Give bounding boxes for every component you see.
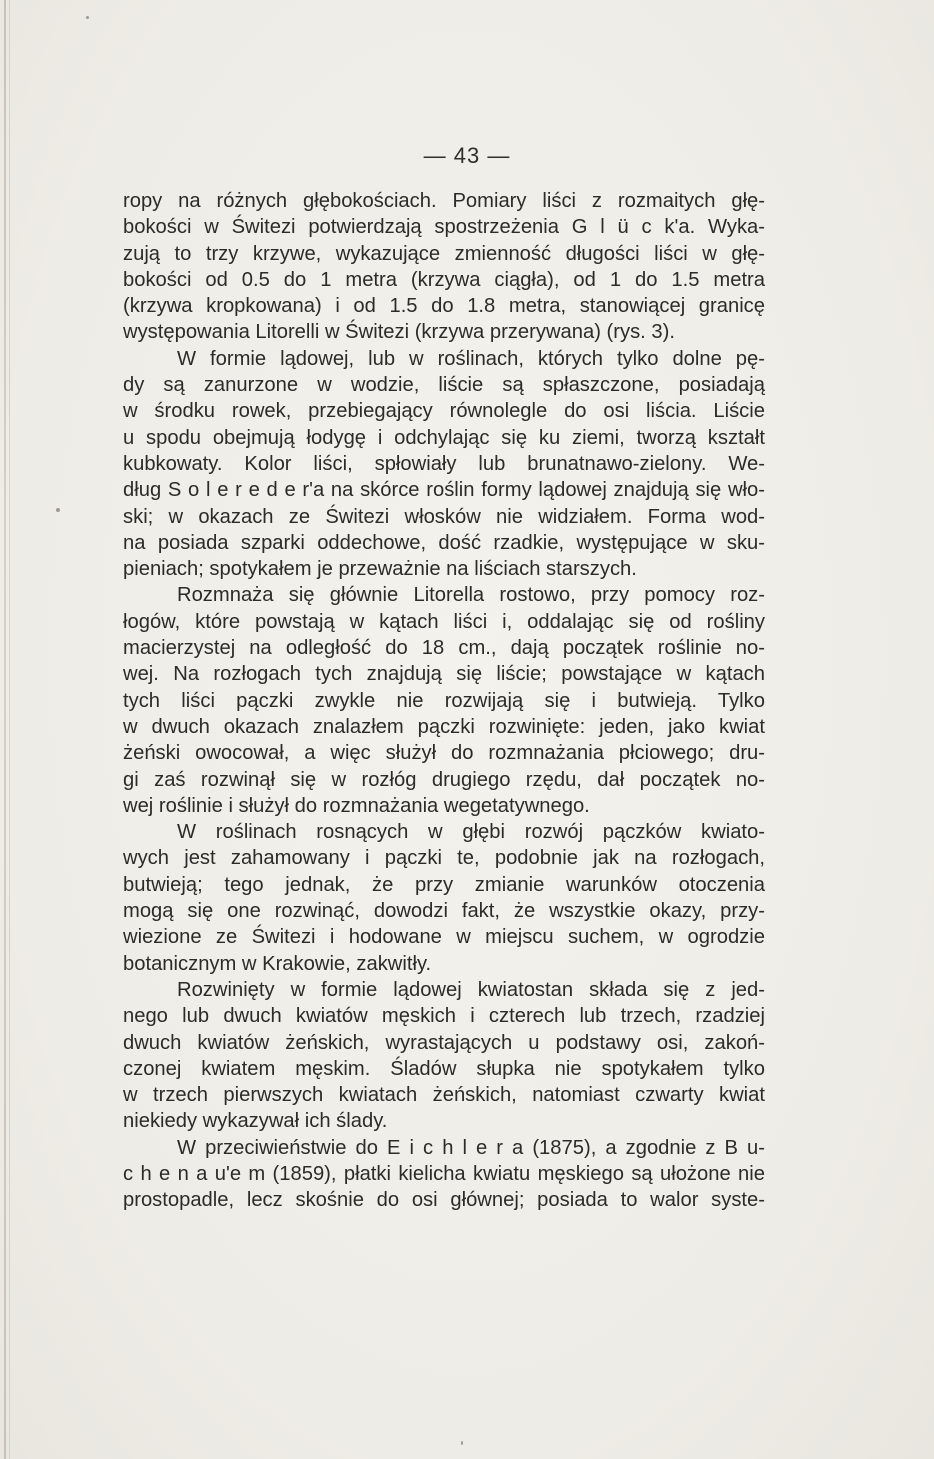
text-line: łogów, które powstają w kątach liści i, oddalając się od rośliny	[123, 610, 765, 633]
text-line: dwuch kwiatów żeńskich, wyrastających u podstawy osi, zakoń-	[123, 1031, 765, 1054]
text-line: W przeciwieństwie do E i c h l e r a (1875), a zgodnie z B u-	[177, 1136, 765, 1159]
text-line: ski; w okazach ze Świtezi włosków nie widziałem. Forma wod-	[123, 505, 765, 528]
text-line: kubkowaty. Kolor liści, spłowiały lub brunatnawo-zielony. We-	[123, 452, 765, 475]
text-line: w trzech pierwszych kwiatach żeńskich, natomiast czwarty kwiat	[123, 1084, 765, 1107]
text-line: butwieją; tego jednak, że przy zmianie warunków otoczenia	[123, 873, 765, 896]
text-line: dług S o l e r e d e r'a na skórce roślin formy lądowej znajdują się wło-	[123, 479, 765, 502]
text-line: w dwuch okazach znalazłem pączki rozwinięte: jeden, jako kwiat	[123, 715, 765, 738]
text-line: W roślinach rosnących w głębi rozwój pączków kwiato-	[177, 821, 765, 844]
text-line: żeński owocował, a więc służył do rozmnażania płciowego; dru-	[123, 742, 765, 765]
text-line: prostopadle, lecz skośnie do osi głównej; posiada to walor syste-	[123, 1189, 765, 1212]
text-line: wych jest zahamowany i pączki te, podobnie jak na rozłogach,	[123, 847, 765, 870]
text-line: zują to trzy krzywe, wykazujące zmienność długości liści w głę-	[123, 242, 765, 265]
paper-speck	[56, 508, 60, 512]
text-line: gi zaś rozwinął się w rozłóg drugiego rzędu, dał początek no-	[123, 768, 765, 791]
binding-edge-inner	[9, 0, 10, 1459]
text-line: występowania Litorelli w Świtezi (krzywa przerywana) (rys. 3).	[123, 321, 675, 344]
paper-speck	[461, 1441, 463, 1445]
text-line: dy są zanurzone w wodzie, liście są spłaszczone, posiadają	[123, 374, 765, 397]
text-line: botanicznym w Krakowie, zakwitły.	[123, 952, 432, 975]
text-line: u spodu obejmują łodygę i odchylając się ku ziemi, tworzą kształt	[123, 426, 765, 449]
text-line: macierzystej na odległość do 18 cm., dają początek roślinie no-	[123, 637, 765, 660]
text-line: bokości od 0.5 do 1 metra (krzywa ciągła), od 1 do 1.5 metra	[123, 268, 765, 291]
text-line: czonej kwiatem męskim. Śladów słupka nie spotykałem tylko	[123, 1057, 765, 1080]
text-line: wej. Na rozłogach tych znajdują się liście; powstające w kątach	[123, 663, 765, 686]
text-line: na posiada szparki oddechowe, dość rzadkie, występujące w sku-	[123, 531, 765, 554]
text-line: tych liści pączki zwykle nie rozwijają się i butwieją. Tylko	[123, 689, 765, 712]
text-line: wiezione ze Świtezi i hodowane w miejscu suchem, w ogrodzie	[123, 926, 765, 949]
text-line: w środku rowek, przebiegający równolegle do osi liścia. Liście	[123, 400, 765, 423]
text-line: c h e n a u'e m (1859), płatki kielicha kwiatu męskiego są ułożone nie	[123, 1162, 765, 1185]
text-line: W formie lądowej, lub w roślinach, których tylko dolne pę-	[177, 347, 765, 370]
text-line: bokości w Świtezi potwierdzają spostrzeżenia G l ü c k'a. Wyka-	[123, 216, 765, 239]
text-line: Rozmnaża się głównie Litorella rostowo, przy pomocy roz-	[177, 584, 765, 607]
page-number: — 43 —	[423, 143, 511, 168]
binding-edge	[4, 0, 6, 1459]
text-line: niekiedy wykazywał ich ślady.	[123, 1110, 388, 1133]
text-line: Rozwinięty w formie lądowej kwiatostan składa się z jed-	[177, 978, 765, 1001]
text-line: mogą się one rozwinąć, dowodzi fakt, że wszystkie okazy, przy-	[123, 900, 765, 923]
body-text	[123, 188, 765, 1214]
text-line: (krzywa kropkowana) i od 1.5 do 1.8 metra, stanowiącej granicę	[123, 295, 765, 318]
text-line: nego lub dwuch kwiatów męskich i czterech lub trzech, rzadziej	[123, 1005, 765, 1028]
text-line: ropy na różnych głębokościach. Pomiary liści z rozmaitych głę-	[123, 190, 765, 212]
paper-speck	[86, 16, 89, 19]
text-line: wej roślinie i służył do rozmnażania wegetatywnego.	[123, 794, 590, 817]
text-line: pieniach; spotykałem je przeważnie na liściach starszych.	[123, 558, 637, 581]
